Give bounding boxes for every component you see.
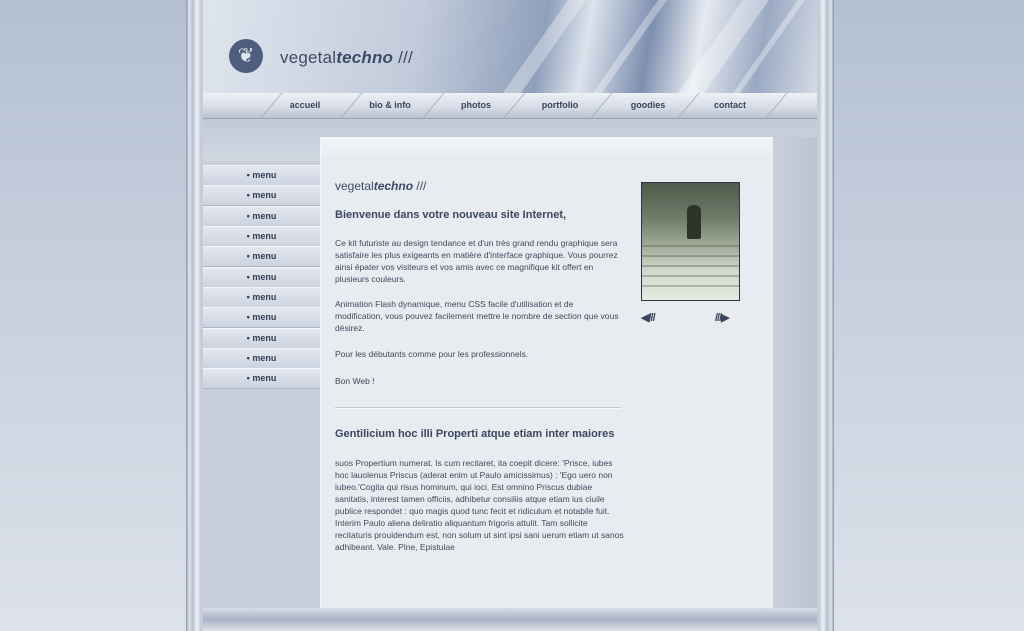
content-logo: vegetaltechno /// — [335, 179, 427, 193]
sidebar-menu-item[interactable]: • menu — [203, 348, 320, 369]
sidebar-menu-item[interactable]: • menu — [203, 206, 320, 227]
right-gutter — [773, 137, 817, 608]
page-inner — [203, 0, 817, 631]
sidebar — [203, 161, 320, 608]
nav-item-portfolio[interactable]: portfolio — [541, 100, 579, 110]
gallery-prev-button[interactable]: ◀/// — [641, 312, 655, 324]
signoff-text: Bon Web ! — [335, 376, 375, 386]
sidebar-menu-item[interactable]: • menu — [203, 287, 320, 308]
nav-item-contact[interactable]: contact — [713, 100, 746, 110]
latin-paragraph: suos Propertium numerat. Is cum recitaret, ita coepit dicere: 'Prisce, iubes hoc lauolenus Priscus (aderat enim ut Paulo amicissimus) : 'Ego uero non iubeo.'Cogita qui risus hominum, qui ioci. Est omnino Priscus dubiae sanitatis, interest tamen officiis, adhibetur consiliis atque etiam ius ciuile publice respondet : quo magis quod tunc fecit et ridiculum et notabile fuit. Interim Paulo aliena deliratio aliquantum frigoris attulit. Tam sollicite recitaturis prouidendum est, non solum ut sint ipsi sani uerum etiam ut sanos adhibeant. Vale. Plne, Epistulae — [335, 458, 624, 552]
nav-item-bio-info[interactable]: bio & info — [369, 100, 411, 110]
sidebar-menu-item[interactable]: • menu — [203, 368, 320, 389]
sidebar-menu-item[interactable]: • menu — [203, 246, 320, 267]
footer-bar — [203, 608, 817, 631]
sidebar-menu-item[interactable]: • menu — [203, 267, 320, 288]
secondary-heading: Gentilicium hoc illi Properti atque etiam inter maiores — [335, 428, 615, 440]
intro-paragraph: Ce kit futuriste au design tendance et d'un très grand rendu graphique sera satisfaire les plus exigeants en matière d'interface graphique. Vous pourrez ainsi épater vos visiteurs et vos amis avec ce magnifique kit offert en plusieurs couleurs. — [335, 238, 618, 284]
logo-leaf-icon[interactable]: ❦ — [229, 39, 263, 73]
content-divider — [335, 407, 621, 409]
features-paragraph: Animation Flash dynamique, menu CSS facile d'utilisation et de modification, vous pouvez facilement mettre le nombre de section que vous désirez. — [335, 299, 619, 333]
nav-item-goodies[interactable]: goodies — [630, 100, 666, 110]
nav-item-photos[interactable]: photos — [461, 100, 491, 110]
welcome-heading: Bienvenue dans votre nouveau site Internet, — [335, 209, 567, 221]
gallery-photo[interactable] — [641, 182, 740, 301]
content-top-bevel — [321, 137, 774, 161]
audience-paragraph: Pour les débutants comme pour les professionnels. — [335, 349, 529, 359]
sidebar-menu-item[interactable]: • menu — [203, 328, 320, 349]
content-area — [320, 137, 774, 608]
sidebar-menu-item[interactable]: • menu — [203, 226, 320, 247]
sidebar-menu-item[interactable]: • menu — [203, 185, 320, 206]
nav-item-accueil[interactable]: accueil — [289, 100, 321, 110]
site-logo[interactable]: vegetaltechno /// — [280, 48, 413, 67]
page-frame — [186, 0, 834, 631]
sidebar-menu-item[interactable]: • menu — [203, 165, 320, 186]
sidebar-menu-item[interactable]: • menu — [203, 307, 320, 328]
main-nav — [203, 93, 817, 119]
header-banner — [203, 0, 817, 93]
gallery-next-button[interactable]: ///▶ — [715, 312, 729, 324]
